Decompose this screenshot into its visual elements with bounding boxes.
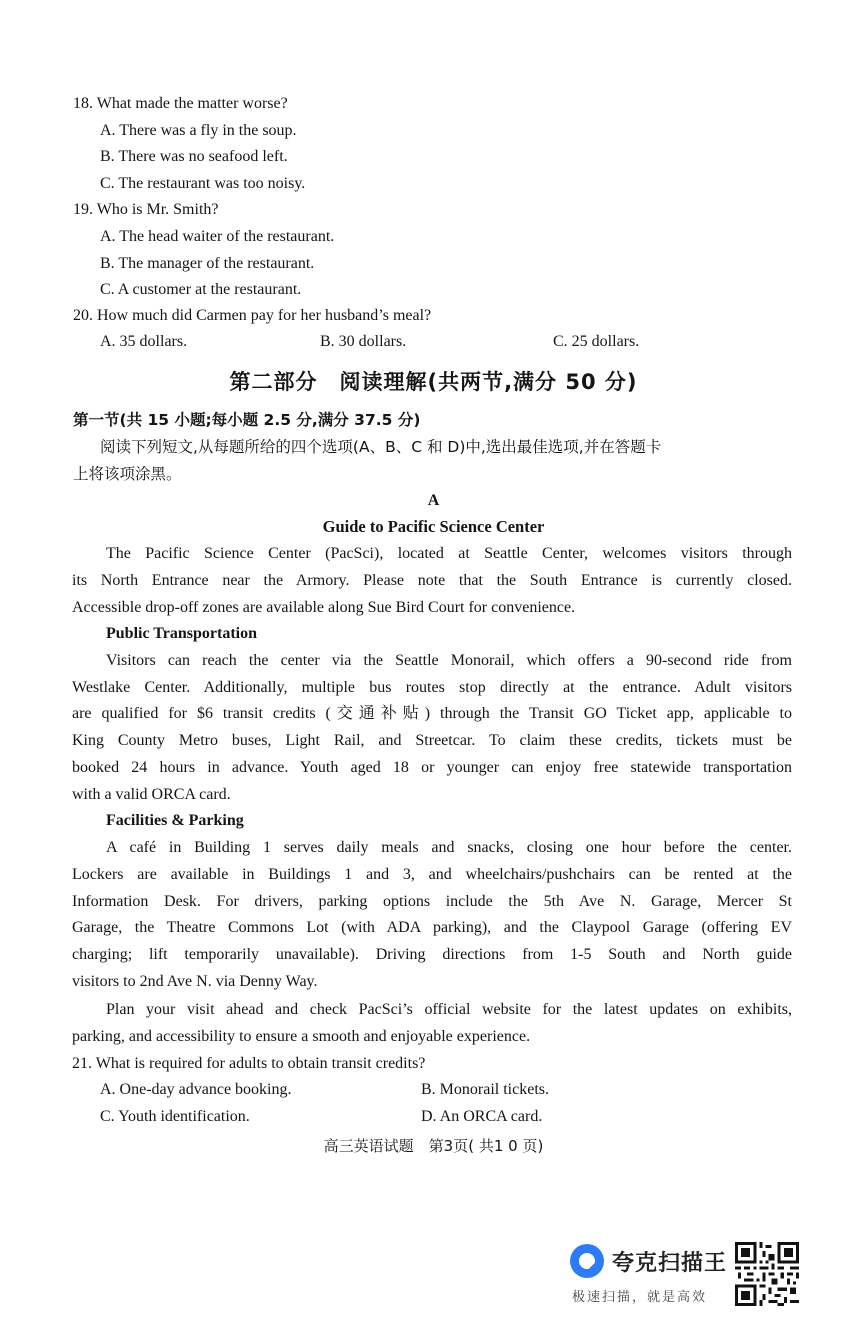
option-21c: C. Youth identification. <box>100 1108 250 1125</box>
intro-line-3: Accessible drop-off zones are available along Sue Bird Court for convenience. <box>72 599 576 616</box>
option-21b: B. Monorail tickets. <box>421 1081 549 1098</box>
option-21a: A. One-day advance booking. <box>100 1081 292 1098</box>
transport-line-5: booked 24 hours in advance. Youth aged 18 or younger can enjoy free statewide transportation <box>72 759 792 776</box>
question-18: 18. What made the matter worse? <box>73 95 288 112</box>
question-21: 21. What is required for adults to obtain transit credits? <box>72 1055 426 1072</box>
option-19a: A. The head waiter of the restaurant. <box>100 228 335 245</box>
question-19: 19. Who is Mr. Smith? <box>73 201 219 218</box>
scanner-watermark <box>570 1243 730 1309</box>
facilities-line-5: charging; lift temporarily unavailable). Driving directions from 1-5 South and North guide <box>72 946 792 963</box>
watermark-slogan: 极速扫描，就是高效 <box>572 1290 708 1305</box>
option-20b: B. 30 dollars. <box>320 333 407 350</box>
option-18b: B. There was no seafood left. <box>100 148 288 165</box>
transport-line-2: Westlake Center. Additionally, multiple bus routes stop directly at the entrance. Adult visitors <box>72 679 792 696</box>
heading-facilities-parking: Facilities & Parking <box>106 812 244 829</box>
facilities-line-6: visitors to 2nd Ave N. via Denny Way. <box>72 973 318 990</box>
qr-code-icon <box>735 1242 799 1306</box>
option-20c: C. 25 dollars. <box>553 333 640 350</box>
closing-line-2: parking, and accessibility to ensure a smooth and enjoyable experience. <box>72 1028 531 1045</box>
facilities-line-3: Information Desk. For drivers, parking options include the 5th Ave N. Garage, Mercer St <box>72 893 792 910</box>
heading-public-transportation: Public Transportation <box>106 625 257 642</box>
passage-letter: A <box>427 492 440 509</box>
transport-line-1: Visitors can reach the center via the Seattle Monorail, which offers a 90-second ride from <box>106 652 792 669</box>
section-one-header: 第一节(共 15 小题;每小题 2.5 分,满分 37.5 分) <box>73 411 421 429</box>
instruction-line-2: 上将该项涂黑。 <box>73 465 182 483</box>
transport-line-4: King County Metro buses, Light Rail, and Streetcar. To claim these credits, tickets must be <box>72 732 792 749</box>
transport-line-3: are qualified for $6 transit credits (交通补贴) through the Transit GO Ticket app, applicable to <box>72 705 792 722</box>
quark-logo-icon <box>570 1244 604 1278</box>
page-footer: 高三英语试题 第3页( 共1 0 页) <box>323 1137 544 1155</box>
part-two-title: 第二部分 阅读理解(共两节,满分 50 分) <box>229 370 638 394</box>
facilities-line-4: Garage, the Theatre Commons Lot (with ADA parking), and the Claypool Garage (offering EV <box>72 919 792 936</box>
option-20a: A. 35 dollars. <box>100 333 188 350</box>
intro-line-1: The Pacific Science Center (PacSci), located at Seattle Center, welcomes visitors through <box>106 545 792 562</box>
option-19b: B. The manager of the restaurant. <box>100 255 315 272</box>
option-18c: C. The restaurant was too noisy. <box>100 175 306 192</box>
closing-line-1: Plan your visit ahead and check PacSci’s official website for the latest updates on exhibits, <box>106 1001 792 1018</box>
transport-line-6: with a valid ORCA card. <box>72 786 231 803</box>
passage-title: Guide to Pacific Science Center <box>322 517 545 536</box>
question-20: 20. How much did Carmen pay for her husband’s meal? <box>73 307 432 324</box>
facilities-line-1: A café in Building 1 serves daily meals and snacks, closing one hour before the center. <box>106 839 792 856</box>
watermark-brand-name: 夸克扫描王 <box>612 1251 728 1276</box>
option-19c: C. A customer at the restaurant. <box>100 281 302 298</box>
instruction-line-1: 阅读下列短文,从每题所给的四个选项(A、B、C 和 D)中,选出最佳选项,并在答题卡 <box>100 438 662 456</box>
intro-line-2: its North Entrance near the Armory. Please note that the South Entrance is currently closed. <box>72 572 792 589</box>
option-18a: A. There was a fly in the soup. <box>100 122 297 139</box>
option-21d: D. An ORCA card. <box>421 1108 543 1125</box>
facilities-line-2: Lockers are available in Buildings 1 and 3, and wheelchairs/pushchairs can be rented at the <box>72 866 792 883</box>
